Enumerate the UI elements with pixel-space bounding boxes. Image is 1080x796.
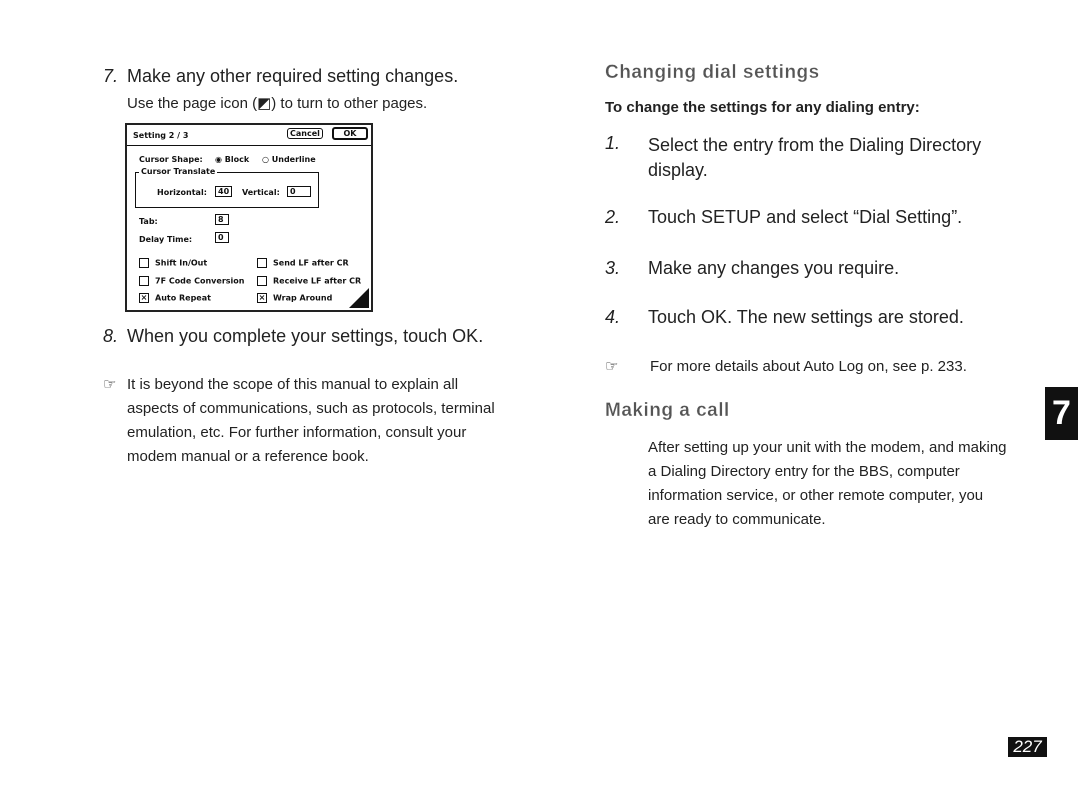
note-icon: ☞: [103, 376, 117, 393]
page-turn-icon: [349, 288, 369, 308]
chapter-tab: 7: [1045, 387, 1078, 440]
checkbox-send-lf: Send LF after CR: [257, 258, 349, 268]
right-step-1: 1. Select the entry from the Dialing Directory display.: [605, 133, 982, 180]
cancel-button: Cancel: [287, 128, 323, 139]
ok-button: OK: [332, 127, 368, 140]
page-number: 227: [1008, 737, 1047, 757]
left-note: It is beyond the scope of this manual to explain all aspects of communications, such as protocols, terminal emulation, etc. For further information, consult your modem manual or a reference book.: [127, 376, 495, 465]
step-7-sub: Use the page icon (◩) to turn to other pages.: [127, 95, 428, 112]
checkbox-shift-in-out: Shift In/Out: [139, 258, 207, 268]
subheading: To change the settings for any dialing entry:: [605, 99, 920, 116]
checkbox-auto-repeat: × Auto Repeat: [140, 293, 211, 303]
settings-dialog-image: Setting 2 / 3 Cancel OK Cursor Shape: ◉ Block ○ Underline Cursor Translate Horizontal: 40 Vertical: 0 Tab: 8 Delay Time: 0 Shift In/Out 7F Code Conversion × Auto Repeat Send LF after CR Receive LF after CR × Wrap Around: [125, 123, 373, 312]
radio-underline: ○ Underline: [262, 155, 316, 164]
checkbox-receive-lf: Receive LF after CR: [257, 276, 361, 286]
note-icon: ☞: [605, 358, 619, 375]
heading-changing-dial-settings: Changing dial settings: [605, 62, 820, 83]
making-call-paragraph: After setting up your unit with the modem, and making a Dialing Directory entry for the BBS, computer information service, or other remote computer, you are ready to communicate.: [648, 439, 1007, 528]
checkbox-wrap-around: × Wrap Around: [258, 293, 333, 303]
checkbox-7f-code: 7F Code Conversion: [139, 276, 244, 286]
heading-making-a-call: Making a call: [605, 400, 730, 421]
right-note: For more details about Auto Log on, see p. 233.: [650, 358, 967, 375]
radio-block: ◉ Block: [215, 155, 250, 164]
